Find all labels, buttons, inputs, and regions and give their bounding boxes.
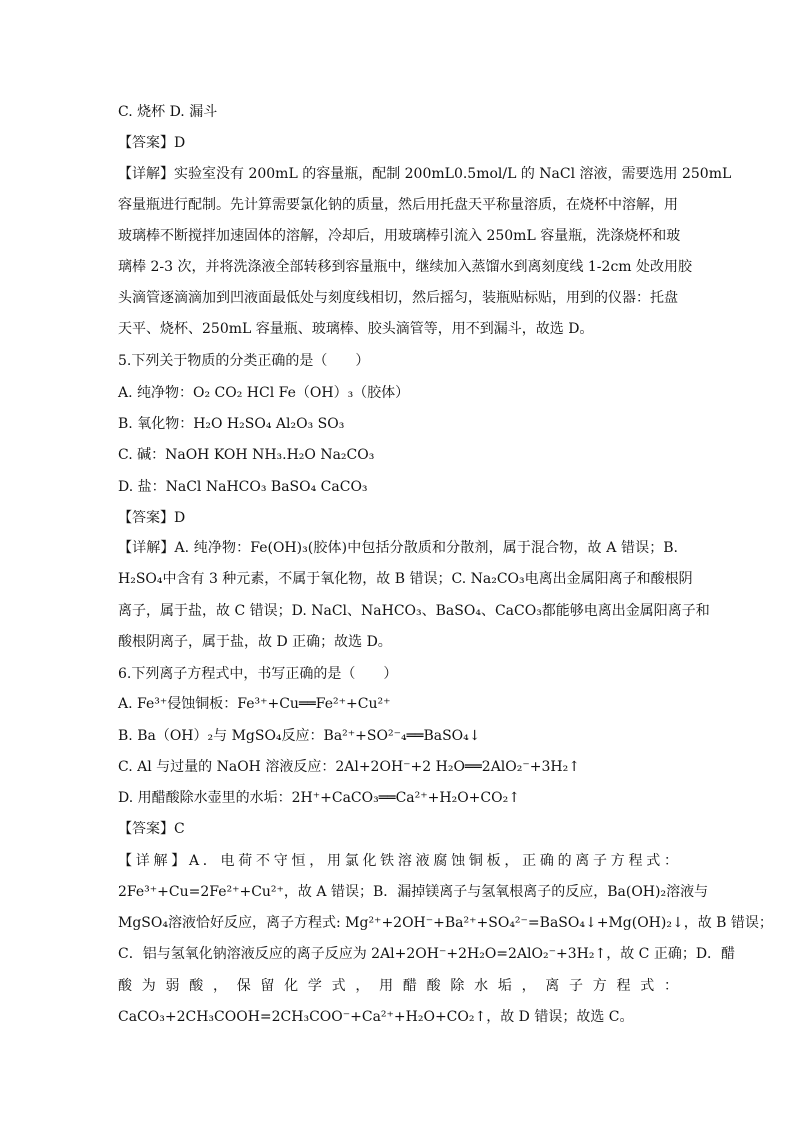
q6-answer: 【答案】C xyxy=(118,821,185,837)
q4-explain-line-1: 【详解】实验室没有 200mL 的容量瓶，配制 200mL0.5mol/L 的 NaCl 溶液，需要选用 250mL xyxy=(118,166,732,182)
q4-explain-line-5: 头滴管逐滴滴加到凹液面最低处与刻度线相切，然后摇匀，装瓶贴标贴，用到的仪器：托盘 xyxy=(118,290,678,306)
q5-option-a: A. 纯净物：O₂ CO₂ HCl Fe（OH）₃（胶体） xyxy=(118,385,410,401)
q5-answer: 【答案】D xyxy=(118,510,186,526)
q6-explain-line-2: 2Fe³⁺+Cu=2Fe²⁺+Cu²⁺，故 A 错误；B．漏掉镁离子与氢氧根离子的反应，Ba(OH)₂溶液与 xyxy=(118,884,709,900)
q6-option-d: D. 用醋酸除水壶里的水垢：2H⁺+CaCO₃══Ca²⁺+H₂O+CO₂↑ xyxy=(118,790,520,806)
q5-option-b: B. 氧化物：H₂O H₂SO₄ Al₂O₃ SO₃ xyxy=(118,416,345,432)
q4-explain-line-2: 容量瓶进行配制。先计算需要氯化钠的质量，然后用托盘天平称量溶质，在烧杯中溶解，用 xyxy=(118,197,678,213)
q6-stem: 6.下列离子方程式中，书写正确的是（ ） xyxy=(118,666,398,682)
q6-explain-line-5: 酸为弱酸，保留化学式，用醋酸除水垢，离子方程式： xyxy=(118,978,678,994)
q6-explain-line-3: MgSO₄溶液恰好反应，离子方程式: Mg²⁺+2OH⁻+Ba²⁺+SO₄²⁻=BaSO₄↓+Mg(OH)₂↓，故 B 错误； xyxy=(118,915,773,931)
q4-answer: 【答案】D xyxy=(118,135,186,151)
q5-stem: 5.下列关于物质的分类正确的是（ ） xyxy=(118,353,370,369)
q6-option-a: A. Fe³⁺侵蚀铜板：Fe³⁺+Cu══Fe²⁺+Cu²⁺ xyxy=(118,696,391,712)
q5-explain-line-3: 离子，属于盐，故 C 错误；D. NaCl、NaHCO₃、BaSO₄、CaCO₃都能够电离出金属阳离子和 xyxy=(118,603,710,619)
q6-option-c: C. Al 与过量的 NaOH 溶液反应：2Al+2OH⁻+2 H₂O══2AlO₂⁻+3H₂↑ xyxy=(118,759,580,775)
q4-explain-line-6: 天平、烧杯、250mL 容量瓶、玻璃棒、胶头滴管等，用不到漏斗，故选 D。 xyxy=(118,321,594,337)
q6-explain-line-4: C．铝与氢氧化钠溶液反应的离子反应为 2Al+2OH⁻+2H₂O=2AlO₂⁻+3H₂↑，故 C 正确；D．醋 xyxy=(118,946,736,962)
q5-option-c: C. 碱：NaOH KOH NH₃.H₂O Na₂CO₃ xyxy=(118,447,375,463)
q6-option-b: B. Ba（OH）₂与 MgSO₄反应：Ba²⁺+SO²⁻₄══BaSO₄↓ xyxy=(118,728,481,744)
q5-option-d: D. 盐：NaCl NaHCO₃ BaSO₄ CaCO₃ xyxy=(118,479,368,495)
q4-explain-line-4: 璃棒 2-3 次，并将洗涤液全部转移到容量瓶中，继续加入蒸馏水到离刻度线 1-2cm 处改用胶 xyxy=(118,259,693,275)
q5-explain-line-4: 酸根阴离子，属于盐，故 D 正确；故选 D。 xyxy=(118,634,392,650)
q5-explain-line-2: H₂SO₄中含有 3 种元素，不属于氧化物，故 B 错误；C. Na₂CO₃电离出金属阳离子和酸根阴 xyxy=(118,571,693,587)
q4-explain-line-3: 玻璃棒不断搅拌加速固体的溶解，冷却后，用玻璃棒引流入 250mL 容量瓶，洗涤烧杯和玻 xyxy=(118,228,681,244)
q6-explain-line-1: 【详解】A．电荷不守恒，用氯化铁溶液腐蚀铜板，正确的离子方程式： xyxy=(118,853,678,869)
q4-options-cd: C. 烧杯 D. 漏斗 xyxy=(118,104,218,120)
q6-explain-line-6: CaCO₃+2CH₃COOH=2CH₃COO⁻+Ca²⁺+H₂O+CO₂↑，故 D 错误；故选 C。 xyxy=(118,1009,634,1025)
q5-explain-line-1: 【详解】A. 纯净物：Fe(OH)₃(胶体)中包括分散质和分散剂，属于混合物，故 A 错误；B. xyxy=(118,540,678,556)
